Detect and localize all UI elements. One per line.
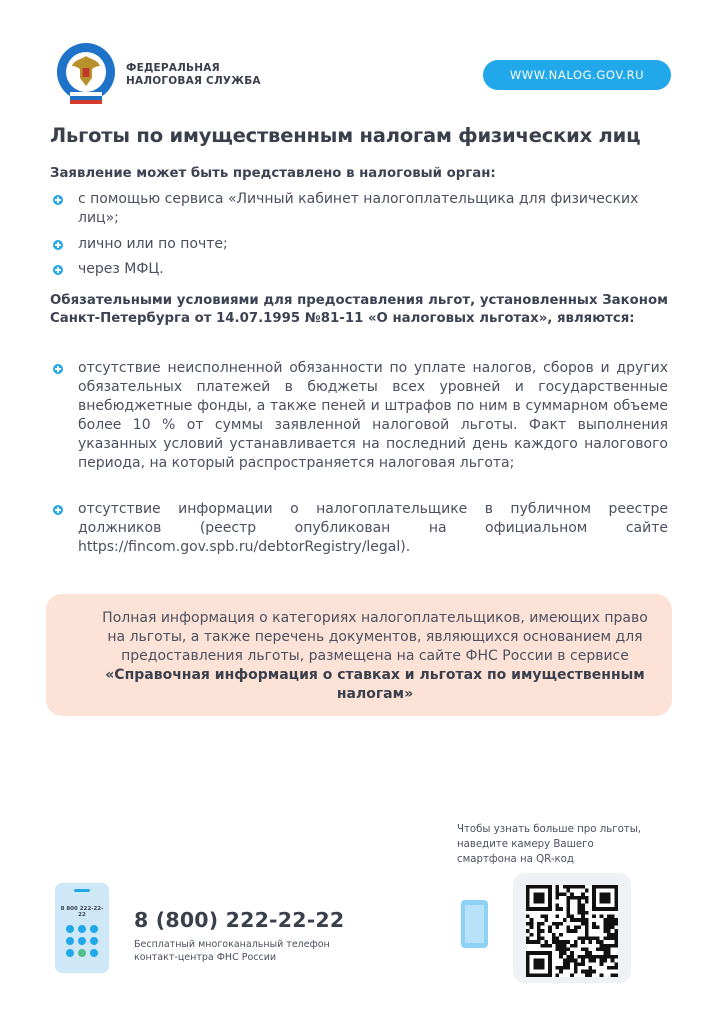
hotline-description xyxy=(134,938,330,964)
bullet-icon xyxy=(53,195,63,205)
qr-code[interactable] xyxy=(526,885,618,977)
org-name xyxy=(126,62,261,88)
qr-caption-line1: Чтобы узнать больше про льготы, xyxy=(457,824,642,835)
keypad-dot xyxy=(66,937,74,945)
keypad-dot xyxy=(90,925,98,933)
bullet-icon xyxy=(53,505,63,515)
list-item: с помощью сервиса «Личный кабинет налогоплательщика для физических лиц»; xyxy=(78,191,639,226)
info-text-body: Полная информация о категориях налогоплательщиков, имеющих право на льготы, а также перечень документов, являющихся основанием для предоставления льготы, размещена на сайте ФНС России в сервисе xyxy=(102,610,648,664)
list-item: отсутствие информации о налогоплательщике в публичном реестре должников (реестр опубликован на официальном сайте https://fincom.gov.spb.ru/debtorRegistry/legal). xyxy=(78,501,668,555)
list-item: через МФЦ. xyxy=(78,261,164,277)
fns-emblem-icon xyxy=(56,42,116,106)
qr-caption xyxy=(457,822,641,867)
info-text-highlight: «Справочная информация о ставках и льготах по имущественным налогам» xyxy=(105,667,645,702)
keypad-dot xyxy=(66,949,74,957)
list-item: отсутствие неисполненной обязанности по уплате налогов, сборов и других обязательных платежей в бюджеты всех уровней и государственные внебюджетные фонды, а также пеней и штрафов по ним в суммарном объеме более 10 % от суммы заявленной налоговой льготы. Факт выполнения указанных условий устанавливается на последний день каждого налогового периода, на который распространяется налоговая льгота; xyxy=(78,360,668,471)
info-text xyxy=(100,609,650,704)
keypad-dot-call xyxy=(78,949,86,957)
website-link[interactable]: WWW.NALOG.GOV.RU xyxy=(483,60,671,90)
smartphone-screen xyxy=(465,905,484,943)
hotline-description-line2: контакт-центра ФНС России xyxy=(134,952,277,963)
section1-heading: Заявление может быть представлено в налоговый орган: xyxy=(50,166,496,181)
list-item: лично или по почте; xyxy=(78,236,228,252)
bullet-icon xyxy=(53,240,63,250)
qr-caption-line2: наведите камеру Вашего xyxy=(457,839,594,850)
bullet-icon xyxy=(53,265,63,275)
hotline-number[interactable]: 8 (800) 222-22-22 xyxy=(134,908,345,932)
qr-caption-line3: смартфона на QR-код xyxy=(457,854,574,865)
phone-screen-number: 8 800 222-22-22 xyxy=(60,906,104,918)
keypad-dot xyxy=(78,925,86,933)
org-name-line2: НАЛОГОВАЯ СЛУЖБА xyxy=(126,75,261,87)
hotline-description-line1: Бесплатный многоканальный телефон xyxy=(134,939,330,950)
keypad-dot xyxy=(66,925,74,933)
keypad-dot xyxy=(90,949,98,957)
keypad-dot xyxy=(90,937,98,945)
section2-heading: Обязательными условиями для предоставления льгот, установленных Законом Санкт-Петербурга от 14.07.1995 №81-11 «О налоговых льготах», являются: xyxy=(50,293,668,326)
phone-notch xyxy=(74,889,90,892)
org-name-line1: ФЕДЕРАЛЬНАЯ xyxy=(126,62,220,74)
page-title: Льготы по имущественным налогам физических лиц xyxy=(50,124,641,147)
bullet-icon xyxy=(53,364,63,374)
keypad-dot xyxy=(78,937,86,945)
